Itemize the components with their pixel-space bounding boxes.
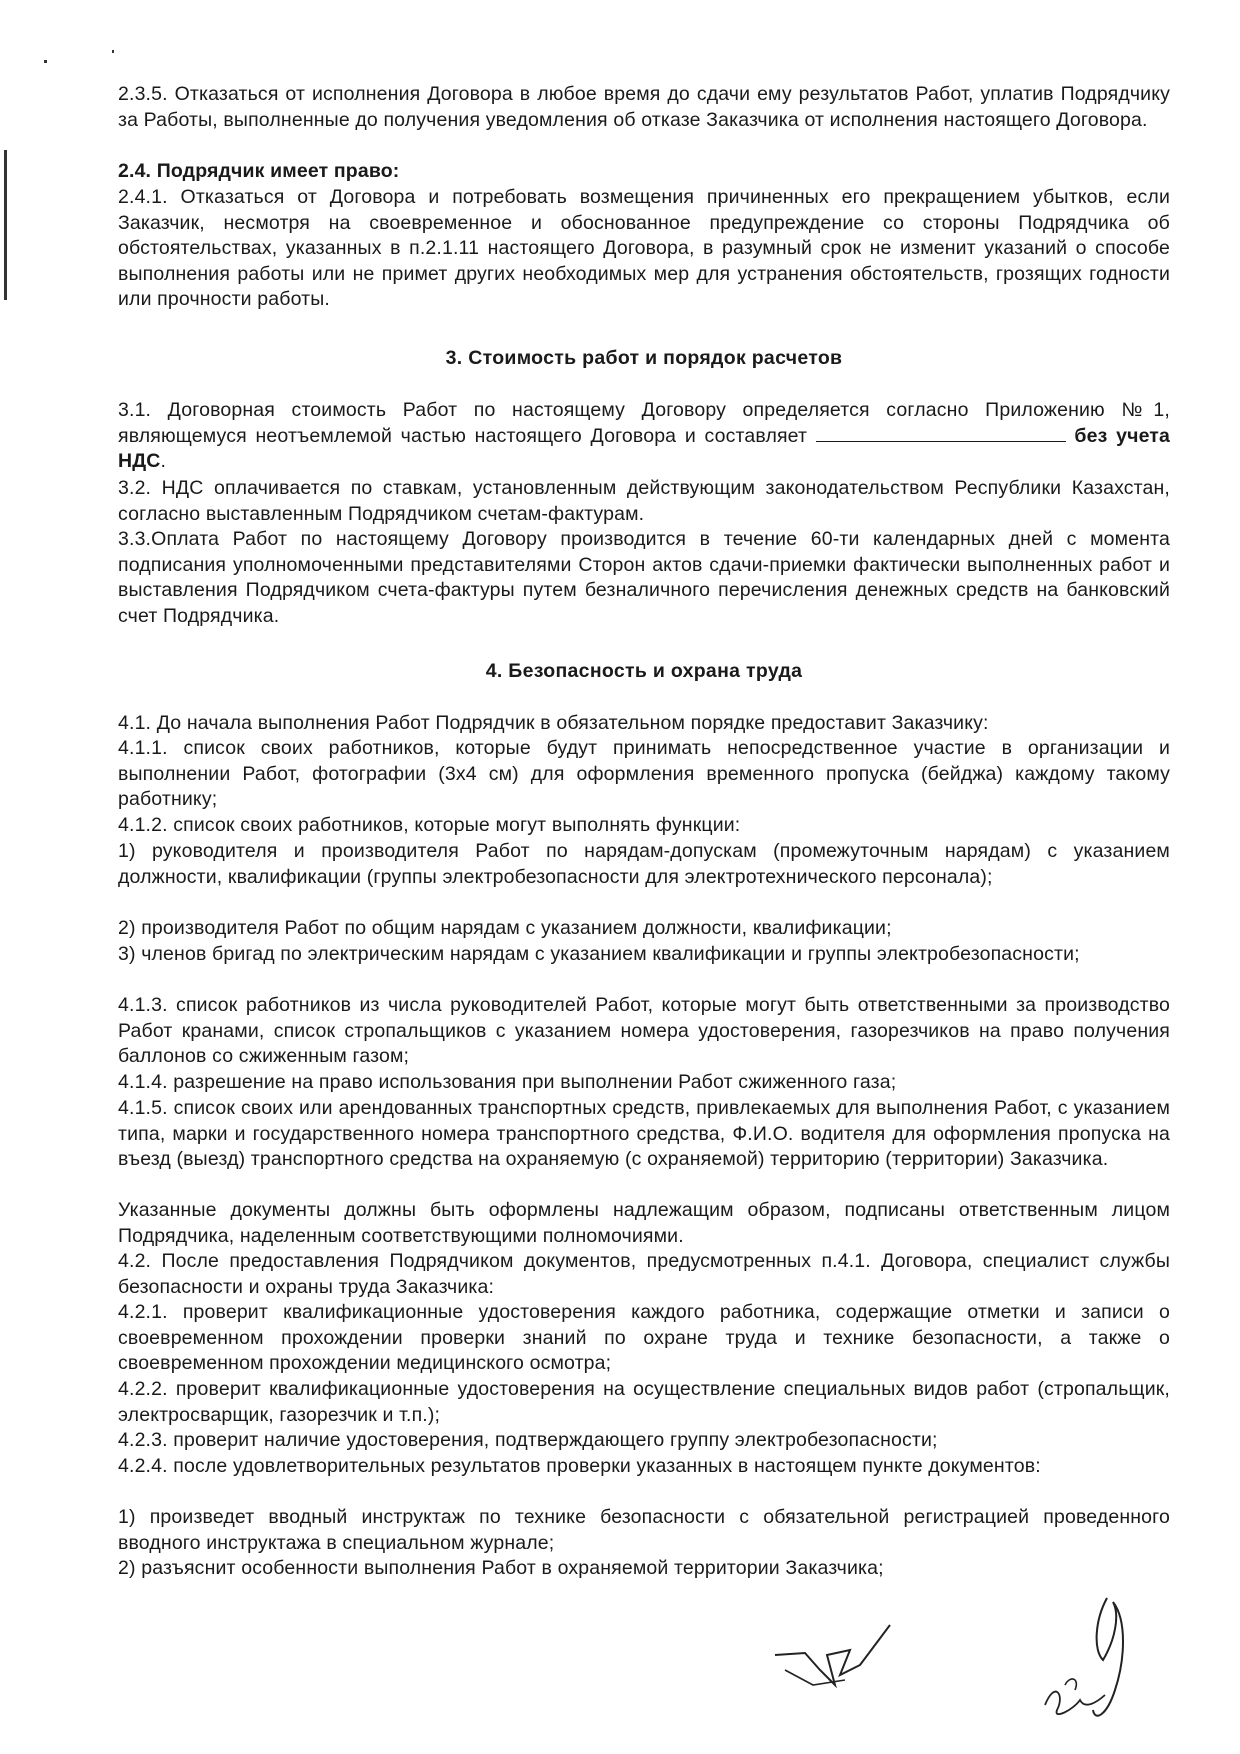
clause-4-1: 4.1. До начала выполнения Работ Подрядчик в обязательном порядке предоставит Заказчику: xyxy=(118,712,989,734)
scan-mark xyxy=(44,60,47,63)
clause-2-4-1: 2.4.1. Отказаться от Договора и потребовать возмещения причиненных его прекращением убытков, если Заказчик, несмотря на своевременное и обоснованное предупреждение со стороны Подрядчика об обстоятельствах, указанных в п.2.1.11 настоящего Договора, в разумный срок не изменит указаний о способе выполнения работы или не примет других необходимых мер для устранения обстоятельств, грозящих годности или прочности работы. xyxy=(118,186,1170,310)
clause-4-2: 4.2. После предоставления Подрядчиком документов, предусмотренных п.4.1. Договора, специалист службы безопасности и охраны труда Заказчика: xyxy=(118,1250,1170,1298)
section-3-title: 3. Стоимость работ и порядок расчетов xyxy=(445,347,843,369)
clause-2-4-heading: 2.4. Подрядчик имеет право: xyxy=(118,160,400,182)
signature-right xyxy=(1035,1590,1155,1730)
clause-4-1-note: Указанные документы должны быть оформлены надлежащим образом, подписаны ответственным лицом Подрядчика, наделенным соответствующими полномочиями. xyxy=(118,1199,1170,1247)
clause-4-1-2: 4.1.2. список своих работников, которые могут выполнять функции: xyxy=(118,814,741,836)
clause-4-1-1: 4.1.1. список своих работников, которые будут принимать непосредственное участие в организации и выполнении Работ, фотографии (3х4 см) для оформления временного пропуска (бейджа) каждому такому работнику; xyxy=(118,737,1170,810)
clause-4-2-4-item-2: 2) разъяснит особенности выполнения Работ в охраняемой территории Заказчика; xyxy=(118,1557,884,1579)
clause-4-1-2-item-3: 3) членов бригад по электрическим нарядам с указанием квалификации и группы электробезопасности; xyxy=(118,943,1080,965)
clause-3-1 xyxy=(118,398,1170,475)
clause-3-2: 3.2. НДС оплачивается по ставкам, установленным действующим законодательством Республики Казахстан, согласно выставленным Подрядчиком счетам-фактурам. xyxy=(118,477,1170,525)
clause-4-2-2: 4.2.2. проверит квалификационные удостоверения на осуществление специальных видов работ (стропальщик, электросварщик, газорезчик и т.п.); xyxy=(118,1378,1170,1426)
scan-mark xyxy=(112,50,114,53)
clause-4-1-2-item-1: 1) руководителя и производителя Работ по нарядам-допускам (промежуточным нарядам) с указанием должности, квалификации (группы электробезопасности для электротехнического персонала); xyxy=(118,840,1170,888)
clause-4-2-4: 4.2.4. после удовлетворительных результатов проверки указанных в настоящем пункте документов: xyxy=(118,1455,1041,1477)
clause-4-1-2-item-2: 2) производителя Работ по общим нарядам с указанием должности, квалификации; xyxy=(118,917,892,939)
clause-4-2-3: 4.2.3. проверит наличие удостоверения, подтверждающего группу электробезопасности; xyxy=(118,1429,938,1451)
clause-4-1-4: 4.1.4. разрешение на право использования при выполнении Работ сжиженного газа; xyxy=(118,1071,897,1093)
clause-4-1-3: 4.1.3. список работников из числа руководителей Работ, которые могут быть ответственными за производство Работ кранами, список стропальщиков с указанием номера удостоверения, газорезчиков на право получения баллонов со сжиженным газом; xyxy=(118,994,1170,1067)
clause-3-1-vat-note: без учета НДС xyxy=(118,424,1170,472)
clause-3-1-text: 3.1. Договорная стоимость Работ по настоящему Договору определяется согласно Приложению №1, являющемуся неотъемлемой частью настоящего Договора и составляет xyxy=(118,399,1170,447)
clause-4-2-1: 4.2.1. проверит квалификационные удостоверения каждого работника, содержащие отметки и записи о своевременном прохождении проверки знаний по охране труда и технике безопасности, а также о своевременном прохождении медицинского осмотра; xyxy=(118,1301,1170,1374)
signature-left xyxy=(765,1615,905,1695)
clause-4-2-4-item-1: 1) произведет вводный инструктаж по технике безопасности с обязательной регистрацией проведенного вводного инструктажа в специальном журнале; xyxy=(118,1506,1170,1554)
amount-blank-line xyxy=(816,441,1066,442)
clause-4-1-5: 4.1.5. список своих или арендованных транспортных средств, привлекаемых для выполнения Работ, с указанием типа, марки и государственного номера транспортного средства, Ф.И.О. водителя для оформления пропуска на въезд (выезд) транспортного средства на охраняемую (с охраняемой) территорию (территории) Заказчика. xyxy=(118,1097,1170,1170)
clause-2-3-5: 2.3.5. Отказаться от исполнения Договора в любое время до сдачи ему результатов Работ, уплатив Подрядчику за Работы, выполненные до получения уведомления об отказе Заказчика от исполнения настоящего Договора. xyxy=(118,83,1170,131)
section-4-title: 4. Безопасность и охрана труда xyxy=(485,660,803,682)
scan-mark xyxy=(4,150,7,300)
clause-3-1-end: . xyxy=(160,450,167,472)
clause-3-3: 3.3.Оплата Работ по настоящему Договору производится в течение 60-ти календарных дней с момента подписания уполномоченными представителями Сторон актов сдачи-приемки фактически выполненных работ и выставления Подрядчиком счета-фактуры путем безналичного перечисления денежных средств на банковский счет Подрядчика. xyxy=(118,528,1170,627)
